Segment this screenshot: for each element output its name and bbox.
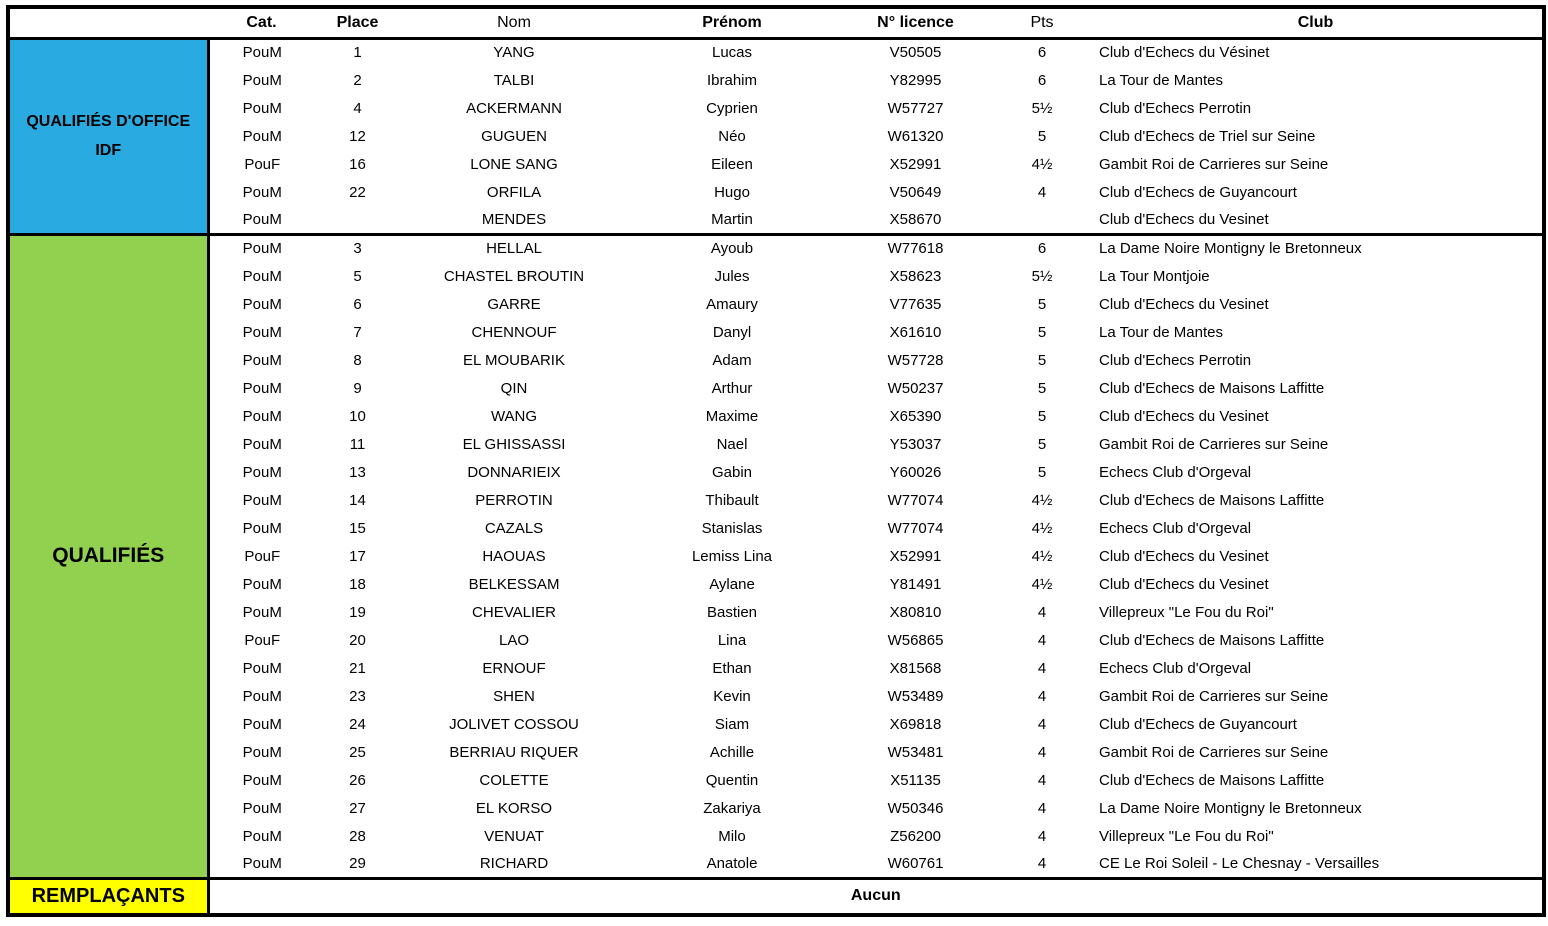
cell-licence: X69818 bbox=[889, 715, 942, 733]
cell-nom: HAOUAS bbox=[482, 547, 546, 565]
cell-licence: X61610 bbox=[889, 323, 942, 341]
cell-prenom: Lemiss Lina bbox=[691, 547, 773, 565]
cell-club: Echecs Club d'Orgeval bbox=[1099, 659, 1252, 677]
cell-cat: PouM bbox=[242, 771, 282, 789]
cell-pts: 5½ bbox=[1031, 99, 1053, 117]
cell-place: 25 bbox=[349, 743, 366, 761]
cell-licence: W50237 bbox=[887, 379, 944, 397]
cell-place: 15 bbox=[349, 519, 366, 537]
cell-licence: X58623 bbox=[889, 267, 942, 285]
cell-pts: 5 bbox=[1037, 127, 1047, 145]
cell-nom: SHEN bbox=[493, 687, 535, 705]
table-row bbox=[8, 234, 1544, 262]
cell-licence: W77074 bbox=[887, 491, 944, 509]
cell-licence: V77635 bbox=[889, 295, 942, 313]
cell-prenom: Ibrahim bbox=[706, 71, 758, 89]
table-row bbox=[8, 122, 1544, 150]
cell-club: Echecs Club d'Orgeval bbox=[1099, 519, 1252, 537]
cell-cat: PouM bbox=[242, 603, 282, 621]
cell-prenom: Stanislas bbox=[701, 519, 763, 537]
cell-place: 14 bbox=[349, 491, 366, 509]
cell-licence: W53481 bbox=[887, 743, 944, 761]
cell-club: Club d'Echecs de Triel sur Seine bbox=[1099, 127, 1316, 145]
column-header-prenom: Prénom bbox=[702, 13, 762, 31]
cell-licence: V50649 bbox=[889, 183, 942, 201]
cell-licence: W77618 bbox=[836, 234, 995, 262]
cell-prenom: Jules bbox=[714, 267, 750, 285]
cell-place: 7 bbox=[353, 323, 362, 341]
cell-cat: PouM bbox=[242, 854, 282, 872]
cell-licence: X51135 bbox=[890, 771, 941, 789]
column-header-pts: Pts bbox=[1030, 13, 1054, 31]
cell-cat: PouM bbox=[208, 38, 315, 66]
cell-nom: JOLIVET COSSOU bbox=[449, 715, 579, 733]
table-row bbox=[8, 850, 1544, 878]
cell-prenom: Quentin bbox=[705, 771, 759, 789]
cell-cat: PouM bbox=[242, 323, 282, 341]
cell-club: Club d'Echecs de Maisons Laffitte bbox=[1099, 379, 1325, 397]
cell-prenom: Achille bbox=[709, 743, 755, 761]
cell-licence: Y53037 bbox=[889, 435, 942, 453]
cell-cat: PouF bbox=[244, 155, 281, 173]
cell-place: 20 bbox=[349, 631, 366, 649]
cell-licence: X58670 bbox=[889, 210, 942, 228]
cell-cat: PouM bbox=[242, 295, 282, 313]
cell-pts: 5 bbox=[1037, 379, 1047, 397]
cell-cat: PouM bbox=[242, 183, 282, 201]
cell-licence: Y60026 bbox=[889, 463, 942, 481]
cell-club: Club d'Echecs Perrotin bbox=[1099, 99, 1252, 117]
cell-place: 24 bbox=[349, 715, 366, 733]
cell-place: 9 bbox=[353, 379, 362, 397]
cell-pts bbox=[995, 206, 1089, 234]
table-row bbox=[8, 66, 1544, 94]
table-row bbox=[8, 206, 1544, 234]
cell-pts: 4½ bbox=[1031, 491, 1053, 509]
cell-nom: YANG bbox=[400, 38, 628, 66]
cell-club: Club d'Echecs du Vesinet bbox=[1099, 407, 1269, 425]
cell-nom: ACKERMANN bbox=[466, 99, 562, 117]
cell-club: CE Le Roi Soleil - Le Chesnay - Versailles bbox=[1099, 854, 1380, 872]
cell-club: Gambit Roi de Carrieres sur Seine bbox=[1099, 435, 1329, 453]
cell-club: Gambit Roi de Carrieres sur Seine bbox=[1099, 687, 1329, 705]
cell-prenom: Kevin bbox=[713, 687, 751, 705]
cell-club: Club d'Echecs du Vesinet bbox=[1099, 575, 1269, 593]
table-row bbox=[8, 766, 1544, 794]
cell-pts: 4 bbox=[1037, 659, 1047, 677]
cell-club: Gambit Roi de Carrieres sur Seine bbox=[1099, 155, 1329, 173]
cell-pts: 5 bbox=[1037, 323, 1047, 341]
cell-cat: PouM bbox=[242, 519, 282, 537]
cell-licence: W53489 bbox=[887, 687, 944, 705]
table-row bbox=[8, 94, 1544, 122]
table-row bbox=[8, 262, 1544, 290]
cell-pts: 4 bbox=[1037, 771, 1047, 789]
remplacants-row bbox=[8, 878, 1544, 915]
cell-nom: BELKESSAM bbox=[468, 575, 560, 593]
table-row bbox=[8, 626, 1544, 654]
table-row bbox=[8, 346, 1544, 374]
cell-licence: W77074 bbox=[887, 519, 944, 537]
cell-place: 27 bbox=[349, 799, 366, 817]
cell-club: Villepreux "Le Fou du Roi" bbox=[1099, 827, 1274, 845]
cell-cat: PouM bbox=[242, 715, 282, 733]
section-label-qualifies-office-idf: QUALIFIÉS D'OFFICE IDF bbox=[8, 38, 208, 234]
cell-place: 17 bbox=[349, 547, 366, 565]
cell-club: Gambit Roi de Carrieres sur Seine bbox=[1099, 743, 1329, 761]
cell-prenom: Cyprien bbox=[706, 99, 758, 117]
cell-cat: PouM bbox=[242, 210, 282, 228]
cell-club: Echecs Club d'Orgeval bbox=[1099, 463, 1252, 481]
column-header-licence: N° licence bbox=[877, 13, 954, 31]
cell-nom: HELLAL bbox=[400, 234, 628, 262]
cell-club: Club d'Echecs Perrotin bbox=[1099, 351, 1252, 369]
cell-club: Club d'Echecs du Vesinet bbox=[1099, 295, 1269, 313]
cell-club: Club d'Echecs du Vesinet bbox=[1099, 547, 1269, 565]
cell-licence: Y81491 bbox=[889, 575, 942, 593]
cell-nom: BERRIAU RIQUER bbox=[449, 743, 579, 761]
cell-nom: ERNOUF bbox=[482, 659, 546, 677]
cell-cat: PouM bbox=[242, 407, 282, 425]
table-row bbox=[8, 598, 1544, 626]
cell-prenom: Ayoub bbox=[628, 234, 836, 262]
cell-club: Club d'Echecs de Maisons Laffitte bbox=[1099, 491, 1325, 509]
cell-prenom: Maxime bbox=[705, 407, 759, 425]
cell-licence: W57727 bbox=[887, 99, 944, 117]
table-row bbox=[8, 654, 1544, 682]
cell-pts: 4½ bbox=[1031, 547, 1053, 565]
cell-prenom: Lina bbox=[717, 631, 747, 649]
cell-prenom: Lucas bbox=[628, 38, 836, 66]
header-row bbox=[8, 7, 1544, 38]
cell-pts: 4 bbox=[1037, 183, 1047, 201]
table-row bbox=[8, 486, 1544, 514]
cell-prenom: Siam bbox=[714, 715, 750, 733]
cell-place: 28 bbox=[349, 827, 366, 845]
cell-prenom: Adam bbox=[712, 351, 752, 369]
cell-nom: ORFILA bbox=[486, 183, 542, 201]
cell-pts: 5 bbox=[1037, 295, 1047, 313]
cell-place: 26 bbox=[349, 771, 366, 789]
cell-place: 11 bbox=[349, 435, 366, 453]
cell-nom: LAO bbox=[498, 631, 529, 649]
cell-place: 5 bbox=[353, 267, 362, 285]
cell-prenom: Hugo bbox=[714, 183, 750, 201]
table-row bbox=[8, 794, 1544, 822]
cell-licence: W50346 bbox=[887, 799, 944, 817]
remplacants-note: Aucun bbox=[208, 878, 1544, 915]
cell-licence: V50505 bbox=[836, 38, 995, 66]
cell-place bbox=[315, 206, 400, 234]
cell-cat: PouM bbox=[242, 267, 282, 285]
section-label-qualifies: QUALIFIÉS bbox=[8, 234, 208, 878]
cell-licence: Z56200 bbox=[890, 827, 941, 845]
cell-cat: PouM bbox=[242, 575, 282, 593]
cell-pts: 5 bbox=[1037, 463, 1047, 481]
cell-pts: 4 bbox=[1037, 603, 1047, 621]
cell-prenom: Eileen bbox=[711, 155, 753, 173]
cell-pts: 5 bbox=[1037, 435, 1047, 453]
table-row bbox=[8, 430, 1544, 458]
cell-licence: W60761 bbox=[887, 854, 944, 872]
cell-nom: CAZALS bbox=[484, 519, 544, 537]
cell-cat: PouF bbox=[244, 547, 281, 565]
table-row bbox=[8, 822, 1544, 850]
cell-club: Club d'Echecs de Maisons Laffitte bbox=[1099, 771, 1325, 789]
cell-nom: GARRE bbox=[487, 295, 541, 313]
cell-place: 19 bbox=[349, 603, 366, 621]
column-header-club: Club bbox=[1297, 13, 1334, 31]
table-row bbox=[8, 458, 1544, 486]
table-row bbox=[8, 374, 1544, 402]
cell-nom: WANG bbox=[490, 407, 538, 425]
cell-club: La Dame Noire Montigny le Bretonneux bbox=[1099, 799, 1362, 817]
cell-pts: 4 bbox=[1037, 743, 1047, 761]
cell-prenom: Ethan bbox=[712, 659, 752, 677]
cell-pts: 5 bbox=[1037, 351, 1047, 369]
cell-nom: VENUAT bbox=[484, 827, 544, 845]
cell-cat: PouM bbox=[208, 234, 315, 262]
cell-cat: PouF bbox=[244, 631, 281, 649]
cell-prenom: Amaury bbox=[706, 295, 758, 313]
cell-licence: X52991 bbox=[889, 547, 942, 565]
cell-place: 12 bbox=[349, 127, 366, 145]
table-row bbox=[8, 290, 1544, 318]
cell-nom: RICHARD bbox=[479, 854, 549, 872]
cell-pts: 4 bbox=[1037, 827, 1047, 845]
cell-prenom: Aylane bbox=[709, 575, 755, 593]
cell-club: La Tour de Mantes bbox=[1099, 71, 1223, 89]
cell-prenom: Milo bbox=[718, 827, 746, 845]
cell-pts: 5 bbox=[1037, 407, 1047, 425]
table-row bbox=[8, 570, 1544, 598]
cell-place: 8 bbox=[353, 351, 362, 369]
cell-club: Club d'Echecs de Guyancourt bbox=[1099, 183, 1297, 201]
cell-prenom: Nael bbox=[716, 435, 748, 453]
corner-cell bbox=[8, 7, 208, 38]
table-row bbox=[8, 38, 1544, 66]
cell-place: 4 bbox=[353, 99, 362, 117]
cell-club: Villepreux "Le Fou du Roi" bbox=[1099, 603, 1274, 621]
cell-nom: COLETTE bbox=[479, 771, 549, 789]
cell-cat: PouM bbox=[242, 491, 282, 509]
table-row bbox=[8, 710, 1544, 738]
cell-prenom: Martin bbox=[711, 210, 753, 228]
cell-licence: X80810 bbox=[889, 603, 942, 621]
cell-licence: W56865 bbox=[887, 631, 944, 649]
cell-place: 22 bbox=[349, 183, 366, 201]
cell-pts: 4½ bbox=[1031, 155, 1053, 173]
cell-cat: PouM bbox=[242, 827, 282, 845]
table-row bbox=[8, 318, 1544, 346]
cell-nom: CHEVALIER bbox=[472, 603, 556, 621]
cell-pts: 4½ bbox=[1031, 519, 1053, 537]
cell-club: La Tour de Mantes bbox=[1099, 323, 1223, 341]
cell-club: Club d'Echecs de Guyancourt bbox=[1099, 715, 1297, 733]
cell-club: Club d'Echecs du Vésinet bbox=[1089, 38, 1544, 66]
cell-cat: PouM bbox=[242, 99, 282, 117]
cell-pts: 6 bbox=[1037, 71, 1047, 89]
cell-place: 21 bbox=[349, 659, 366, 677]
column-header-place: Place bbox=[336, 13, 379, 31]
table-row bbox=[8, 542, 1544, 570]
section-label-remplacants: REMPLAÇANTS bbox=[8, 878, 208, 915]
cell-club: Club d'Echecs du Vesinet bbox=[1099, 210, 1269, 228]
cell-place: 1 bbox=[315, 38, 400, 66]
cell-cat: PouM bbox=[242, 435, 282, 453]
cell-nom: QIN bbox=[500, 379, 528, 397]
cell-place: 29 bbox=[349, 854, 366, 872]
cell-club: La Dame Noire Montigny le Bretonneux bbox=[1089, 234, 1544, 262]
cell-cat: PouM bbox=[242, 463, 282, 481]
cell-pts: 4 bbox=[1037, 631, 1047, 649]
cell-prenom: Anatole bbox=[706, 854, 758, 872]
table-row bbox=[8, 682, 1544, 710]
cell-licence: W61320 bbox=[887, 127, 944, 145]
cell-cat: PouM bbox=[242, 687, 282, 705]
cell-cat: PouM bbox=[242, 71, 282, 89]
column-header-nom: Nom bbox=[497, 13, 531, 31]
cell-prenom: Thibault bbox=[705, 491, 759, 509]
cell-licence: Y82995 bbox=[889, 71, 942, 89]
cell-nom: EL GHISSASSI bbox=[462, 435, 566, 453]
cell-place: 3 bbox=[315, 234, 400, 262]
cell-place: 6 bbox=[353, 295, 362, 313]
cell-nom: PERROTIN bbox=[475, 491, 553, 509]
qualification-table bbox=[6, 5, 1546, 917]
cell-cat: PouM bbox=[242, 799, 282, 817]
cell-place: 13 bbox=[349, 463, 366, 481]
cell-place: 16 bbox=[349, 155, 366, 173]
cell-licence: W57728 bbox=[887, 351, 944, 369]
cell-nom: EL KORSO bbox=[475, 799, 553, 817]
cell-pts: 4½ bbox=[1031, 575, 1053, 593]
cell-cat: PouM bbox=[242, 127, 282, 145]
cell-prenom: Danyl bbox=[712, 323, 752, 341]
cell-prenom: Zakariya bbox=[703, 799, 761, 817]
cell-prenom: Bastien bbox=[706, 603, 758, 621]
cell-prenom: Gabin bbox=[711, 463, 753, 481]
cell-pts: 6 bbox=[995, 234, 1089, 262]
cell-place: 2 bbox=[353, 71, 362, 89]
cell-pts: 4 bbox=[1037, 854, 1047, 872]
cell-nom: LONE SANG bbox=[470, 155, 558, 173]
table-row bbox=[8, 178, 1544, 206]
cell-nom: CHENNOUF bbox=[471, 323, 557, 341]
cell-nom: EL MOUBARIK bbox=[463, 351, 565, 369]
cell-place: 23 bbox=[349, 687, 366, 705]
cell-pts: 5½ bbox=[1031, 267, 1053, 285]
cell-prenom: Néo bbox=[718, 127, 746, 145]
cell-nom: GUGUEN bbox=[481, 127, 547, 145]
cell-nom: DONNARIEIX bbox=[467, 463, 561, 481]
table-row bbox=[8, 402, 1544, 430]
cell-licence: X52991 bbox=[889, 155, 942, 173]
cell-licence: X65390 bbox=[889, 407, 942, 425]
table-row bbox=[8, 738, 1544, 766]
cell-nom: CHASTEL BROUTIN bbox=[443, 267, 585, 285]
cell-club: La Tour Montjoie bbox=[1099, 267, 1210, 285]
cell-cat: PouM bbox=[242, 659, 282, 677]
cell-cat: PouM bbox=[242, 351, 282, 369]
cell-place: 10 bbox=[349, 407, 366, 425]
cell-place: 18 bbox=[349, 575, 366, 593]
cell-pts: 4 bbox=[1037, 715, 1047, 733]
cell-pts: 6 bbox=[995, 38, 1089, 66]
cell-licence: X81568 bbox=[889, 659, 942, 677]
cell-pts: 4 bbox=[1037, 687, 1047, 705]
table-row bbox=[8, 514, 1544, 542]
cell-club: Club d'Echecs de Maisons Laffitte bbox=[1099, 631, 1325, 649]
column-header-cat: Cat. bbox=[246, 13, 277, 31]
cell-cat: PouM bbox=[242, 743, 282, 761]
cell-nom: TALBI bbox=[493, 71, 535, 89]
cell-pts: 4 bbox=[1037, 799, 1047, 817]
table-row bbox=[8, 150, 1544, 178]
cell-prenom: Arthur bbox=[711, 379, 753, 397]
cell-nom: MENDES bbox=[481, 210, 547, 228]
cell-cat: PouM bbox=[242, 379, 282, 397]
